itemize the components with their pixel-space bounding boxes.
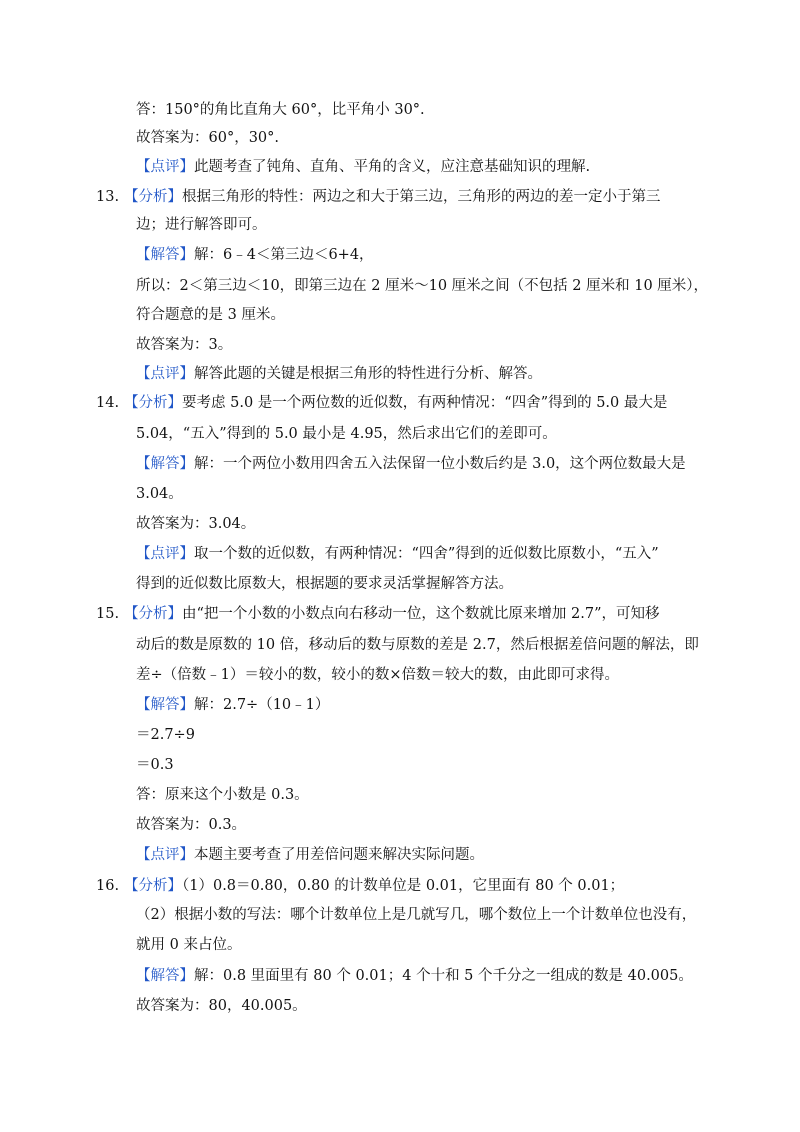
- analysis-text: 根据三角形的特性：两边之和大于第三边，三角形的两边的差一定小于第三: [182, 189, 661, 205]
- answer-text: 解：0.8 里面里有 80 个 0.01；4 个十和 5 个千分之一组成的数是 40.005。: [194, 968, 693, 984]
- problem-14-analysis: [96, 393, 668, 413]
- comment-tag: 【点评】: [136, 546, 194, 562]
- comment-text: 本题主要考查了用差倍问题来解决实际问题。: [194, 847, 484, 863]
- analysis-line: 边；进行解答即可。: [136, 217, 267, 233]
- answer-line: 答：原来这个小数是 0.3。: [136, 787, 309, 803]
- answer-line: ＝0.3: [136, 757, 174, 773]
- comment-tag: 【点评】: [136, 847, 194, 863]
- comment-line: [136, 544, 696, 564]
- comment-text: 此题考查了钝角、直角、平角的含义，应注意基础知识的理解.: [194, 159, 591, 175]
- comment-text: 取一个数的近似数，有两种情况：“四舍”得到的近似数比原数小，“五入”: [194, 546, 659, 562]
- answer-line: [136, 695, 696, 715]
- analysis-line: 就用 0 来占位。: [136, 937, 242, 953]
- answer-text: 解：一个两位小数用四舍五入法保留一位小数后约是 3.0，这个两位数最大是: [194, 456, 686, 472]
- analysis-tag: 【分析】: [124, 878, 182, 894]
- analysis-tag: 【分析】: [124, 189, 182, 205]
- problem-number: 13.: [96, 189, 120, 205]
- analysis-line: 5.04，“五入”得到的 5.0 最小是 4.95，然后求出它们的差即可。: [136, 426, 557, 442]
- answer-line: 故答案为：60°，30°.: [136, 130, 280, 146]
- answer-line: 故答案为：80，40.005。: [136, 998, 307, 1014]
- answer-line: 符合题意的是 3 厘米。: [136, 307, 285, 323]
- analysis-line: 差÷（倍数﹣1）＝较小的数，较小的数×倍数＝较大的数，由此即可求得。: [136, 667, 620, 683]
- comment-tag: 【点评】: [136, 366, 194, 382]
- comment-line: [136, 845, 696, 865]
- problem-16-analysis: [96, 876, 656, 896]
- analysis-text: 由“把一个小数的小数点向右移动一位，这个数就比原来增加 2.7”，可知移: [182, 606, 660, 622]
- answer-tag: 【解答】: [136, 968, 194, 984]
- problem-number: 14.: [96, 395, 120, 411]
- answer-line: 答：150°的角比直角大 60°，比平角小 30°.: [136, 102, 425, 118]
- analysis-tag: 【分析】: [124, 606, 182, 622]
- analysis-line: （2）根据小数的写法：哪个计数单位上是几就写几，哪个数位上一个计数单位也没有，: [136, 907, 697, 923]
- problem-13-analysis: [96, 187, 661, 207]
- answer-tag: 【解答】: [136, 456, 194, 472]
- answer-text: 解：6﹣4＜第三边＜6+4，: [194, 247, 374, 263]
- answer-text: 解：2.7÷（10﹣1）: [194, 697, 330, 713]
- problem-number: 15.: [96, 606, 120, 622]
- analysis-text: 要考虑 5.0 是一个两位数的近似数，有两种情况：“四舍”得到的 5.0 最大是: [182, 395, 668, 411]
- comment-line: 得到的近似数比原数大，根据题的要求灵活掌握解答方法。: [136, 576, 513, 592]
- answer-line: 故答案为：3.04。: [136, 516, 256, 532]
- answer-tag: 【解答】: [136, 697, 194, 713]
- comment-tag: 【点评】: [136, 159, 194, 175]
- answer-line: 3.04。: [136, 486, 183, 502]
- answer-line: ＝2.7÷9: [136, 727, 195, 743]
- answer-line: 故答案为：0.3。: [136, 817, 247, 833]
- answer-line: [136, 245, 696, 265]
- answer-line: [136, 966, 696, 986]
- answer-line: 故答案为：3。: [136, 337, 233, 353]
- problem-number: 16.: [96, 878, 120, 894]
- analysis-line: 动后的数是原数的 10 倍，移动后的数与原数的差是 2.7，然后根据差倍问题的解法，即: [136, 637, 699, 653]
- answer-line: 所以：2＜第三边＜10，即第三边在 2 厘米～10 厘米之间（不包括 2 厘米和 10 厘米），: [136, 278, 709, 294]
- answer-tag: 【解答】: [136, 247, 194, 263]
- analysis-tag: 【分析】: [124, 395, 182, 411]
- analysis-text: （1）0.8＝0.80，0.80 的计数单位是 0.01，它里面有 80 个 0.01；: [182, 878, 625, 894]
- comment-text: 解答此题的关键是根据三角形的特性进行分析、解答。: [194, 366, 542, 382]
- answer-line: [136, 454, 696, 474]
- comment-line: [136, 157, 696, 177]
- comment-line: [136, 364, 696, 384]
- problem-15-analysis: [96, 604, 660, 624]
